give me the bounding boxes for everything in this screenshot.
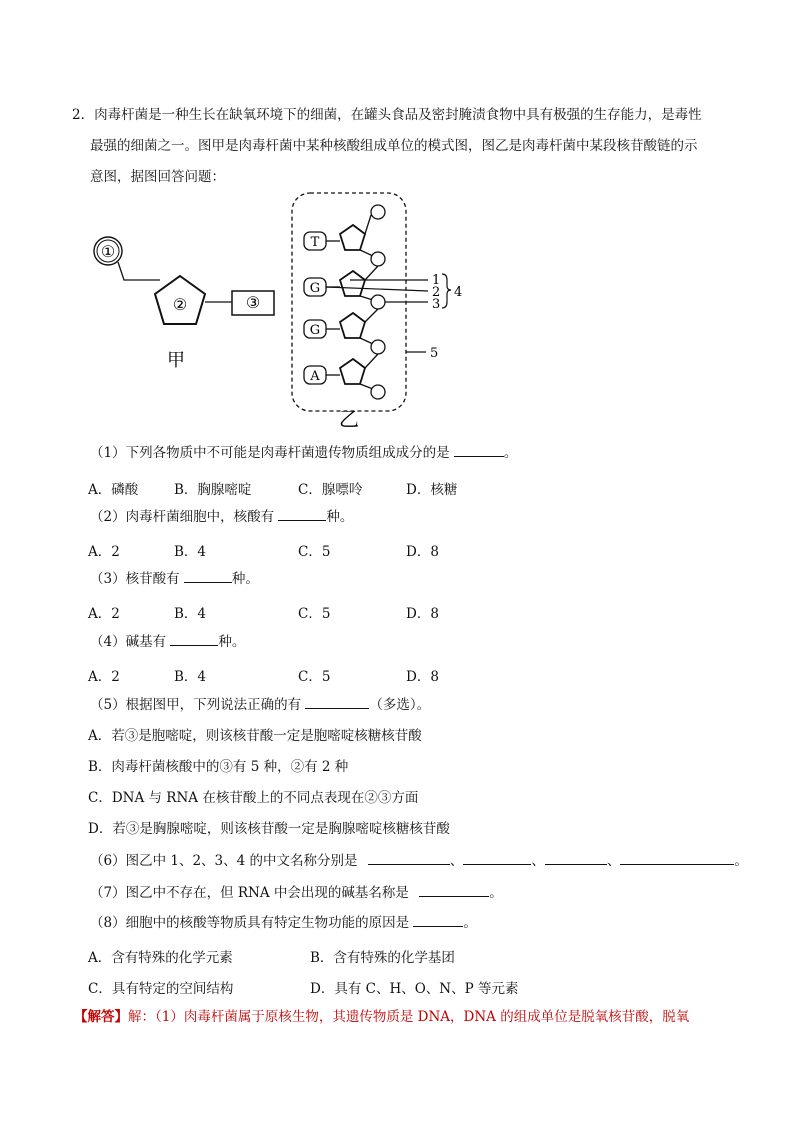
q5-option-c[interactable]: C．DNA 与 RNA 在核苷酸上的不同点表现在②③方面 bbox=[88, 790, 419, 806]
yi-base-1: T bbox=[310, 235, 320, 250]
intro-line-3: 意图，据图回答问题： bbox=[90, 169, 225, 185]
q2-option-a[interactable]: A．2 bbox=[88, 544, 120, 560]
answer-tag: 【解答】 bbox=[74, 1009, 128, 1025]
jia-part-3: ③ bbox=[245, 293, 261, 312]
q6-blank-4[interactable] bbox=[620, 852, 734, 865]
q5-stem: （5）根据图甲，下列说法正确的有 （多选）。 bbox=[90, 697, 431, 713]
q2-blank[interactable] bbox=[278, 508, 326, 521]
q5-option-a[interactable]: A．若③是胞嘧啶，则该核苷酸一定是胞嘧啶核糖核苷酸 bbox=[88, 728, 422, 744]
yi-callout-4: 4 bbox=[454, 285, 463, 300]
q8-blank[interactable] bbox=[413, 914, 463, 927]
q3-option-a[interactable]: A．2 bbox=[88, 606, 120, 622]
yi-label: 乙 bbox=[339, 407, 359, 430]
q1-option-d[interactable]: D．核糖 bbox=[406, 482, 458, 498]
q3-option-c[interactable]: C．5 bbox=[298, 606, 331, 622]
answer-text: 解：（1）肉毒杆菌属于原核生物，其遗传物质是 DNA，DNA 的组成单位是脱氧核苷酸，脱氧 bbox=[128, 1009, 690, 1025]
yi-base-2: G bbox=[309, 281, 321, 296]
yi-callout-5: 5 bbox=[430, 346, 439, 361]
intro-line-2: 最强的细菌之一。图甲是肉毒杆菌中某种核酸组成单位的模式图，图乙是肉毒杆菌中某段核苷酸链的示 bbox=[90, 138, 698, 154]
q5-blank[interactable] bbox=[305, 696, 369, 709]
q3-blank[interactable] bbox=[184, 570, 232, 583]
q8-option-d[interactable]: D．具有 C、H、O、N、P 等元素 bbox=[310, 981, 519, 997]
answer-line bbox=[74, 1008, 689, 1026]
q1-stem: （1）下列各物质中不可能是肉毒杆菌遗传物质组成成分的是 。 bbox=[90, 445, 518, 461]
q1-blank[interactable] bbox=[454, 444, 504, 457]
q8-option-b[interactable]: B．含有特殊的化学基团 bbox=[310, 950, 455, 966]
yi-base-4: A bbox=[310, 369, 320, 384]
q4-stem: （4）碱基有 种。 bbox=[90, 634, 246, 650]
q3-option-b[interactable]: B．4 bbox=[174, 606, 207, 622]
q3-option-d[interactable]: D．8 bbox=[406, 606, 439, 622]
q7-blank[interactable] bbox=[419, 884, 489, 897]
q8-stem: （8）细胞中的核酸等物质具有特定生物功能的原因是 。 bbox=[90, 915, 477, 931]
q2-option-c[interactable]: C．5 bbox=[298, 544, 331, 560]
q1-option-c[interactable]: C．腺嘌呤 bbox=[298, 482, 363, 498]
q6-blank-2[interactable] bbox=[463, 852, 531, 865]
question-intro bbox=[72, 100, 732, 193]
q8-option-c[interactable]: C．具有特定的空间结构 bbox=[88, 981, 234, 997]
yi-callout-3: 3 bbox=[432, 297, 441, 312]
q1-option-b[interactable]: B．胸腺嘧啶 bbox=[174, 482, 252, 498]
jia-part-2: ② bbox=[172, 295, 188, 314]
figure-diagram bbox=[0, 190, 794, 430]
q5-option-d[interactable]: D．若③是胸腺嘧啶，则该核苷酸一定是胸腺嘧啶核糖核苷酸 bbox=[88, 821, 450, 837]
figure-yi bbox=[292, 193, 462, 430]
question-number: 2． bbox=[72, 107, 95, 123]
q7-stem: （7）图乙中不存在，但 RNA 中会出现的碱基名称是 。 bbox=[90, 885, 503, 901]
q4-option-a[interactable]: A．2 bbox=[88, 669, 120, 685]
q6-stem: （6）图乙中 1、2、3、4 的中文名称分别是 、 、 、 。 bbox=[90, 853, 748, 869]
q2-option-b[interactable]: B．4 bbox=[174, 544, 207, 560]
q6-blank-3[interactable] bbox=[545, 852, 607, 865]
q5-option-b[interactable]: B．肉毒杆菌核酸中的③有 5 种，②有 2 种 bbox=[88, 759, 349, 775]
q4-option-c[interactable]: C．5 bbox=[298, 669, 331, 685]
q3-stem: （3）核苷酸有 种。 bbox=[90, 571, 259, 587]
q4-option-d[interactable]: D．8 bbox=[406, 669, 439, 685]
yi-callout-1: 1 bbox=[432, 273, 441, 288]
q8-option-a[interactable]: A．含有特殊的化学元素 bbox=[88, 950, 233, 966]
jia-part-1: ① bbox=[100, 242, 116, 261]
figure-jia bbox=[94, 237, 274, 371]
intro-line-1: 2．肉毒杆菌是一种生长在缺氧环境下的细菌，在罐头食品及密封腌渍食物中具有极强的生存能力，是毒性 bbox=[72, 107, 702, 123]
q2-option-d[interactable]: D．8 bbox=[406, 544, 439, 560]
q4-blank[interactable] bbox=[170, 633, 218, 646]
yi-callout-2: 2 bbox=[432, 285, 441, 300]
q6-blank-1[interactable] bbox=[368, 852, 450, 865]
jia-label: 甲 bbox=[167, 350, 185, 371]
yi-base-3: G bbox=[309, 323, 321, 338]
q4-option-b[interactable]: B．4 bbox=[174, 669, 207, 685]
q2-stem: （2）肉毒杆菌细胞中，核酸有 种。 bbox=[90, 509, 354, 525]
q1-option-a[interactable]: A．磷酸 bbox=[88, 482, 139, 498]
